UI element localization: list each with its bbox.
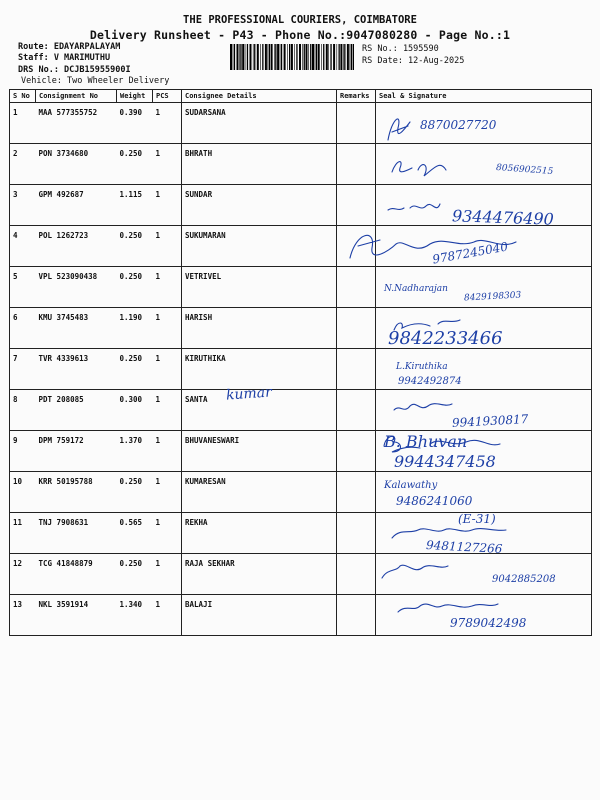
barcode-bar bbox=[326, 44, 328, 70]
cell-consignee: SUNDAR bbox=[182, 185, 337, 226]
cell-consignment: KMU 3745483 bbox=[36, 308, 117, 349]
vehicle-label: Vehicle: Two Wheeler Delivery bbox=[21, 76, 170, 86]
cell-consignee: VETRIVEL bbox=[182, 267, 337, 308]
cell-consignee: BHRATH bbox=[182, 144, 337, 185]
rs-number: RS No.: 1595590 bbox=[362, 44, 439, 54]
cell-sno: 2 bbox=[10, 144, 36, 185]
cell-pcs: 1 bbox=[153, 267, 182, 308]
cell-remarks bbox=[337, 144, 376, 185]
table-row bbox=[10, 431, 592, 472]
barcode-bar bbox=[308, 44, 309, 70]
cell-remarks bbox=[337, 267, 376, 308]
barcode-bar bbox=[302, 44, 303, 70]
cell-signature bbox=[376, 144, 592, 185]
cell-weight: 0.250 bbox=[117, 267, 153, 308]
cell-sno: 4 bbox=[10, 226, 36, 267]
cell-signature bbox=[376, 472, 592, 513]
barcode-bar bbox=[343, 44, 344, 70]
table-row bbox=[10, 144, 592, 185]
cell-consignment: PDT 208085 bbox=[36, 390, 117, 431]
cell-pcs: 1 bbox=[153, 308, 182, 349]
table-row bbox=[10, 472, 592, 513]
cell-consignment: TVR 4339613 bbox=[36, 349, 117, 390]
barcode-bar bbox=[245, 44, 246, 70]
barcode-bar bbox=[233, 44, 234, 70]
barcode-bar bbox=[299, 44, 301, 70]
barcode-bar bbox=[260, 44, 261, 70]
cell-consignment: PON 3734680 bbox=[36, 144, 117, 185]
barcode-bar bbox=[333, 44, 335, 70]
cell-consignee: REKHA bbox=[182, 513, 337, 554]
barcode-bar bbox=[323, 44, 324, 70]
company-title: THE PROFESSIONAL COURIERS, COIMBATORE bbox=[183, 14, 417, 26]
barcode-bar bbox=[339, 44, 340, 70]
barcode-bar bbox=[296, 44, 297, 70]
barcode-bar bbox=[234, 44, 235, 70]
barcode-bar bbox=[351, 44, 352, 70]
signature-phone-1: 8870027720 bbox=[420, 118, 497, 132]
cell-consignment: TCG 41848879 bbox=[36, 554, 117, 595]
col-sno: S No bbox=[10, 90, 36, 103]
cell-consignment: TNJ 7908631 bbox=[36, 513, 117, 554]
signature-phone-2: 8056902515 bbox=[495, 163, 554, 177]
cell-sno: 9 bbox=[10, 431, 36, 472]
signature-phone-4: 9787245040 bbox=[431, 239, 509, 267]
cell-sno: 1 bbox=[10, 103, 36, 144]
barcode-bar bbox=[321, 44, 322, 70]
signature-phone-7: 9942492874 bbox=[398, 376, 462, 387]
barcode-bar bbox=[280, 44, 281, 70]
col-consignment: Consignment No bbox=[36, 90, 117, 103]
cell-pcs: 1 bbox=[153, 103, 182, 144]
table-row bbox=[10, 308, 592, 349]
barcode-bar bbox=[253, 44, 254, 70]
cell-remarks bbox=[337, 308, 376, 349]
cell-sno: 3 bbox=[10, 185, 36, 226]
cell-weight: 0.250 bbox=[117, 349, 153, 390]
runsheet-table bbox=[9, 89, 592, 636]
table-row bbox=[10, 390, 592, 431]
barcode-bar bbox=[330, 44, 331, 70]
cell-signature bbox=[376, 308, 592, 349]
cell-remarks bbox=[337, 472, 376, 513]
cell-pcs: 1 bbox=[153, 226, 182, 267]
barcode-bar bbox=[277, 44, 279, 70]
signature-name-10: Kalawathy bbox=[384, 480, 438, 491]
cell-pcs: 1 bbox=[153, 554, 182, 595]
barcode-bar bbox=[318, 44, 320, 70]
cell-consignee: BHUVANESWARI bbox=[182, 431, 337, 472]
cell-remarks bbox=[337, 595, 376, 636]
cell-remarks bbox=[337, 349, 376, 390]
consignee-handwritten-addition: kumar bbox=[225, 384, 273, 404]
cell-signature bbox=[376, 595, 592, 636]
table-row bbox=[10, 595, 592, 636]
barcode-bar bbox=[294, 44, 295, 70]
barcode-bar bbox=[257, 44, 259, 70]
cell-weight: 0.250 bbox=[117, 144, 153, 185]
barcode-bar bbox=[271, 44, 273, 70]
col-signature: Seal & Signature bbox=[376, 90, 592, 103]
cell-signature bbox=[376, 513, 592, 554]
cell-pcs: 1 bbox=[153, 595, 182, 636]
barcode-bar bbox=[240, 44, 241, 70]
cell-consignment: POL 1262723 bbox=[36, 226, 117, 267]
table-row bbox=[10, 554, 592, 595]
cell-remarks bbox=[337, 513, 376, 554]
cell-consignment: MAA 577355752 bbox=[36, 103, 117, 144]
cell-consignee: RAJA SEKHAR bbox=[182, 554, 337, 595]
cell-signature bbox=[376, 226, 592, 267]
table-row bbox=[10, 349, 592, 390]
signature-phone-5: 8429198303 bbox=[463, 290, 522, 304]
barcode-bar bbox=[304, 44, 305, 70]
table-row bbox=[10, 513, 592, 554]
barcode-bar bbox=[265, 44, 267, 70]
cell-sno: 12 bbox=[10, 554, 36, 595]
barcode-bar bbox=[312, 44, 314, 70]
barcode bbox=[230, 44, 354, 70]
barcode-bar bbox=[287, 44, 288, 70]
cell-weight: 1.340 bbox=[117, 595, 153, 636]
col-remarks: Remarks bbox=[337, 90, 376, 103]
barcode-bar bbox=[262, 44, 263, 70]
cell-sno: 7 bbox=[10, 349, 36, 390]
signature-phone-12: 9042885208 bbox=[492, 574, 556, 585]
barcode-bar bbox=[250, 44, 252, 70]
barcode-bar bbox=[347, 44, 349, 70]
cell-weight: 0.250 bbox=[117, 226, 153, 267]
cell-sno: 13 bbox=[10, 595, 36, 636]
cell-pcs: 1 bbox=[153, 185, 182, 226]
staff-label: Staff: V MARIMUTHU bbox=[18, 53, 111, 63]
cell-consignment: KRR 50195788 bbox=[36, 472, 117, 513]
cell-weight: 0.565 bbox=[117, 513, 153, 554]
cell-weight: 1.190 bbox=[117, 308, 153, 349]
signature-phone-8: 9941930817 bbox=[451, 412, 529, 430]
barcode-bar bbox=[269, 44, 270, 70]
cell-weight: 0.250 bbox=[117, 472, 153, 513]
cell-sno: 11 bbox=[10, 513, 36, 554]
signature-phone-10: 9486241060 bbox=[396, 494, 473, 508]
cell-consignee: BALAJI bbox=[182, 595, 337, 636]
barcode-bar bbox=[284, 44, 286, 70]
cell-consignee: SUKUMARAN bbox=[182, 226, 337, 267]
cell-pcs: 1 bbox=[153, 144, 182, 185]
route-label: Route: EDAYARPALAYAM bbox=[18, 42, 121, 52]
barcode-bar bbox=[239, 44, 240, 70]
cell-sno: 5 bbox=[10, 267, 36, 308]
signature-name-7: L.Kiruthika bbox=[396, 362, 448, 372]
barcode-bar bbox=[291, 44, 293, 70]
cell-consignment: GPM 492687 bbox=[36, 185, 117, 226]
barcode-bar bbox=[306, 44, 308, 70]
cell-signature bbox=[376, 554, 592, 595]
cell-pcs: 1 bbox=[153, 349, 182, 390]
runsheet-title: Delivery Runsheet - P43 - Phone No.:9047080280 - Page No.:1 bbox=[89, 28, 511, 42]
cell-sno: 6 bbox=[10, 308, 36, 349]
cell-pcs: 1 bbox=[153, 472, 182, 513]
signature-phone-11: 9481127266 bbox=[425, 538, 503, 556]
barcode-bar bbox=[230, 44, 232, 70]
cell-weight: 1.115 bbox=[117, 185, 153, 226]
cell-remarks bbox=[337, 226, 376, 267]
cell-remarks bbox=[337, 103, 376, 144]
table-header-row bbox=[10, 90, 592, 103]
table-row bbox=[10, 185, 592, 226]
cell-weight: 0.390 bbox=[117, 103, 153, 144]
table-row bbox=[10, 103, 592, 144]
cell-signature bbox=[376, 267, 592, 308]
signature-tag-11: (E-31) bbox=[458, 512, 496, 526]
barcode-bar bbox=[344, 44, 345, 70]
cell-consignee: HARISH bbox=[182, 308, 337, 349]
col-weight: Weight bbox=[117, 90, 153, 103]
cell-consignment: VPL 523090438 bbox=[36, 267, 117, 308]
cell-weight: 1.370 bbox=[117, 431, 153, 472]
barcode-bar bbox=[328, 44, 329, 70]
signature-phone-9: 9944347458 bbox=[394, 452, 496, 471]
barcode-bar bbox=[353, 44, 354, 70]
cell-signature bbox=[376, 185, 592, 226]
cell-consignee: KIRUTHIKA bbox=[182, 349, 337, 390]
barcode-bar bbox=[310, 44, 311, 70]
cell-weight: 0.300 bbox=[117, 390, 153, 431]
cell-consignee: SANTA bbox=[182, 390, 337, 431]
drs-label: DRS No.: DCJB15955900I bbox=[18, 65, 131, 75]
cell-sno: 8 bbox=[10, 390, 36, 431]
signature-phone-3: 9344476490 bbox=[451, 206, 555, 229]
signature-phone-6: 9842233466 bbox=[388, 328, 503, 349]
barcode-bar bbox=[275, 44, 276, 70]
cell-pcs: 1 bbox=[153, 390, 182, 431]
barcode-bar bbox=[316, 44, 317, 70]
barcode-bar bbox=[268, 44, 269, 70]
table-row bbox=[10, 267, 592, 308]
barcode-bar bbox=[254, 44, 255, 70]
cell-remarks bbox=[337, 554, 376, 595]
rs-date: RS Date: 12-Aug-2025 bbox=[362, 56, 465, 66]
barcode-bar bbox=[340, 44, 342, 70]
barcode-bar bbox=[242, 44, 244, 70]
cell-weight: 0.250 bbox=[117, 554, 153, 595]
cell-signature bbox=[376, 103, 592, 144]
barcode-bar bbox=[315, 44, 316, 70]
col-pcs: PCS bbox=[153, 90, 182, 103]
cell-pcs: 1 bbox=[153, 431, 182, 472]
cell-remarks bbox=[337, 390, 376, 431]
barcode-bar bbox=[274, 44, 275, 70]
cell-remarks bbox=[337, 185, 376, 226]
barcode-bar bbox=[247, 44, 248, 70]
barcode-bar bbox=[281, 44, 282, 70]
cell-consignee: SUDARSANA bbox=[182, 103, 337, 144]
cell-remarks bbox=[337, 431, 376, 472]
cell-signature bbox=[376, 349, 592, 390]
signature-phone-13: 9789042498 bbox=[450, 616, 527, 630]
barcode-bar bbox=[289, 44, 290, 70]
barcode-bar bbox=[237, 44, 239, 70]
cell-consignment: NKL 3591914 bbox=[36, 595, 117, 636]
cell-consignment: DPM 759172 bbox=[36, 431, 117, 472]
cell-consignee: KUMARESAN bbox=[182, 472, 337, 513]
signature-name-5: N.Nadharajan bbox=[384, 284, 448, 294]
cell-signature bbox=[376, 390, 592, 431]
barcode-bar bbox=[337, 44, 338, 70]
table-row bbox=[10, 226, 592, 267]
signature-name-9: B. Bhuvan bbox=[384, 432, 468, 451]
col-consignee: Consignee Details bbox=[182, 90, 337, 103]
cell-sno: 10 bbox=[10, 472, 36, 513]
barcode-bar bbox=[350, 44, 351, 70]
cell-signature bbox=[376, 431, 592, 472]
cell-pcs: 1 bbox=[153, 513, 182, 554]
